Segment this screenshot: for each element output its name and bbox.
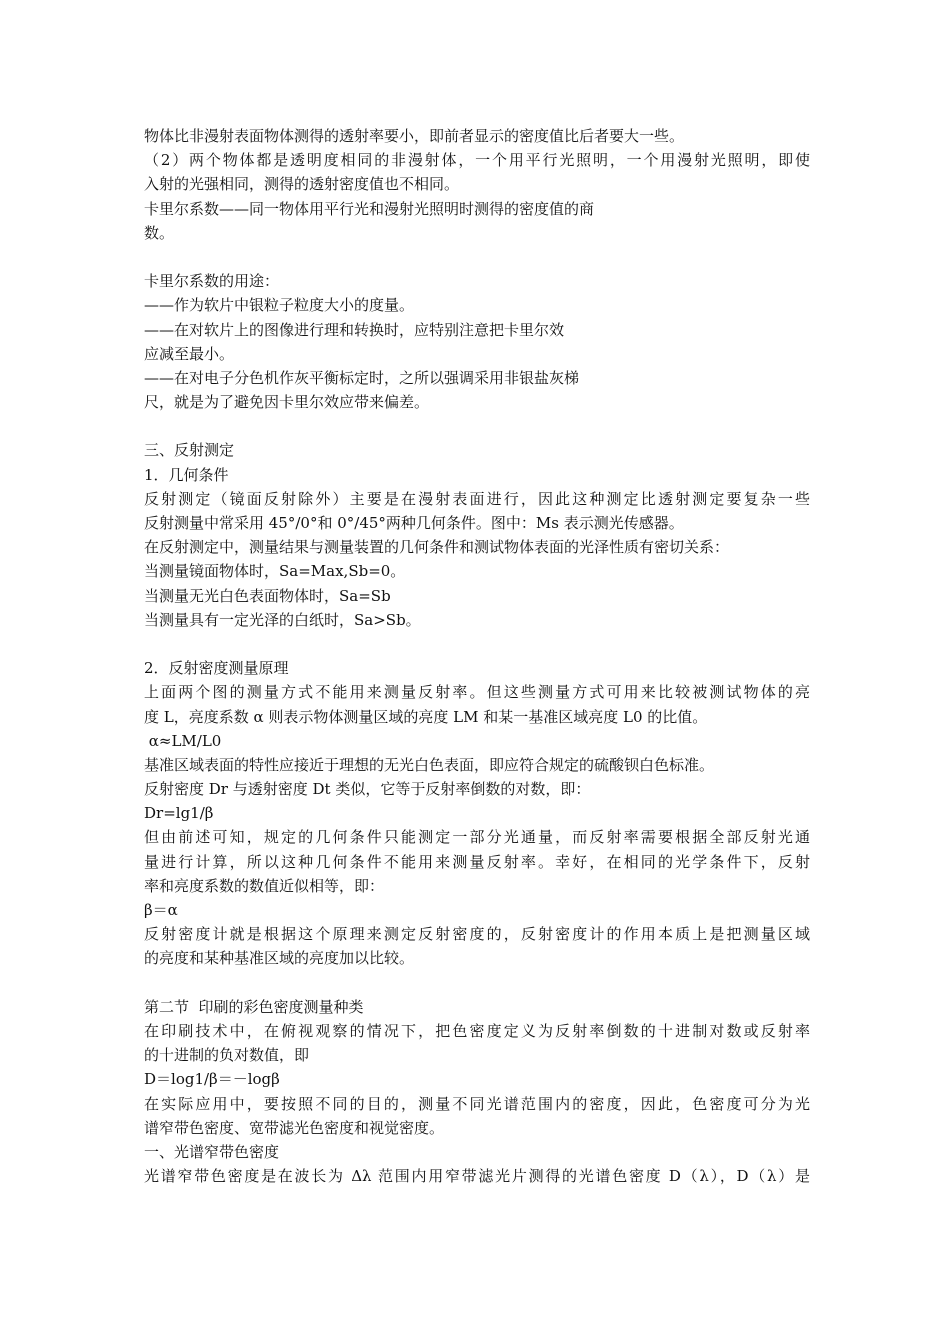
section-heading: 第二节 印刷的彩色密度测量种类	[144, 997, 364, 1016]
text-line: 反射测定（镜面反射除外）主要是在漫射表面进行，因此这种测定比透射测定要复杂一些	[144, 489, 810, 508]
section-heading: 卡里尔系数的用途：	[144, 272, 280, 291]
text-line: 当测量具有一定光泽的白纸时，Sa>Sb。	[144, 610, 421, 629]
text-line: 当测量无光白色表面物体时，Sa=Sb	[144, 586, 391, 605]
text-line: 卡里尔系数——同一物体用平行光和漫射光照明时测得的密度值的商	[144, 199, 595, 218]
text-line: 率和亮度系数的数值近似相等，即：	[144, 876, 385, 895]
document-body	[144, 124, 810, 1188]
formula-line: β＝α	[144, 901, 178, 919]
formula-line: D＝log1/β＝－logβ	[144, 1070, 280, 1089]
blank-line	[144, 971, 810, 995]
text-line: 的亮度和某种基准区域的亮度加以比较。	[144, 949, 415, 968]
text-line: 谱窄带色密度、宽带滤光色密度和视觉密度。	[144, 1118, 445, 1137]
text-line: 尺，就是为了避免因卡里尔效应带来偏差。	[144, 393, 430, 412]
section-heading: 一、光谱窄带色密度	[144, 1142, 280, 1161]
text-line: 基准区域表面的特性应接近于理想的无光白色表面，即应符合规定的硫酸钡白色标准。	[144, 755, 715, 774]
text-line: 的十进制的负对数值，即	[144, 1046, 310, 1065]
formula-line: Dr=lg1/β	[144, 804, 214, 823]
blank-line	[144, 414, 810, 438]
subsection-heading: 2．反射密度测量原理	[144, 659, 289, 678]
text-line: 光谱窄带色密度是在波长为 Δλ 范围内用窄带滤光片测得的光谱色密度 D（λ），D（λ）是	[144, 1167, 810, 1186]
section-heading: 三、反射测定	[144, 441, 235, 460]
text-line: 度 L，亮度系数 α 则表示物体测量区域的亮度 LM 和某一基准区域亮度 L0 的比值。	[144, 707, 708, 726]
text-line: 应减至最小。	[144, 344, 235, 363]
text-line: 但由前述可知，规定的几何条件只能测定一部分光通量，而反射率需要根据全部反射光通	[144, 828, 810, 847]
text-line: 反射密度 Dr 与透射密度 Dt 类似，它等于反射率倒数的对数，即：	[144, 780, 591, 799]
text-line: 上面两个图的测量方式不能用来测量反射率。但这些测量方式可用来比较被测试物体的亮	[144, 683, 810, 702]
text-line: 在反射测定中，测量结果与测量装置的几何条件和测试物体表面的光泽性质有密切关系：	[144, 538, 730, 557]
text-line: 在实际应用中，要按照不同的目的，测量不同光谱范围内的密度，因此，色密度可分为光	[144, 1094, 810, 1113]
text-line: 反射测量中常采用 45°/0°和 0°/45°两种几何条件。图中：Ms 表示测光传感器。	[144, 514, 684, 532]
text-line: ——在对电子分色机作灰平衡标定时，之所以强调采用非银盐灰梯	[144, 368, 580, 387]
text-line: ——作为软片中银粒子粒度大小的度量。	[144, 296, 415, 315]
formula-line: α≈LM/L0	[144, 731, 222, 750]
text-line: （2）两个物体都是透明度相同的非漫射体，一个用平行光照明，一个用漫射光照明，即使	[144, 151, 810, 170]
blank-line	[144, 245, 810, 269]
text-line: 物体比非漫射表面物体测得的透射率要小，即前者显示的密度值比后者要大一些。	[144, 127, 685, 145]
text-line: ——在对软片上的图像进行理和转换时，应特别注意把卡里尔效	[144, 320, 565, 339]
blank-line	[144, 632, 810, 656]
text-line: 数。	[144, 223, 175, 242]
subsection-heading: 1．几何条件	[144, 465, 229, 484]
text-line: 入射的光强相同，测得的透射密度值也不相同。	[144, 175, 460, 194]
text-line: 反射密度计就是根据这个原理来测定反射密度的，反射密度计的作用本质上是把测量区域	[144, 925, 810, 944]
text-line: 量进行计算，所以这种几何条件不能用来测量反射率。幸好，在相同的光学条件下，反射	[144, 852, 810, 871]
text-line: 当测量镜面物体时，Sa=Max,Sb=0。	[144, 562, 406, 581]
text-line: 在印刷技术中，在俯视观察的情况下，把色密度定义为反射率倒数的十进制对数或反射率	[144, 1021, 810, 1040]
